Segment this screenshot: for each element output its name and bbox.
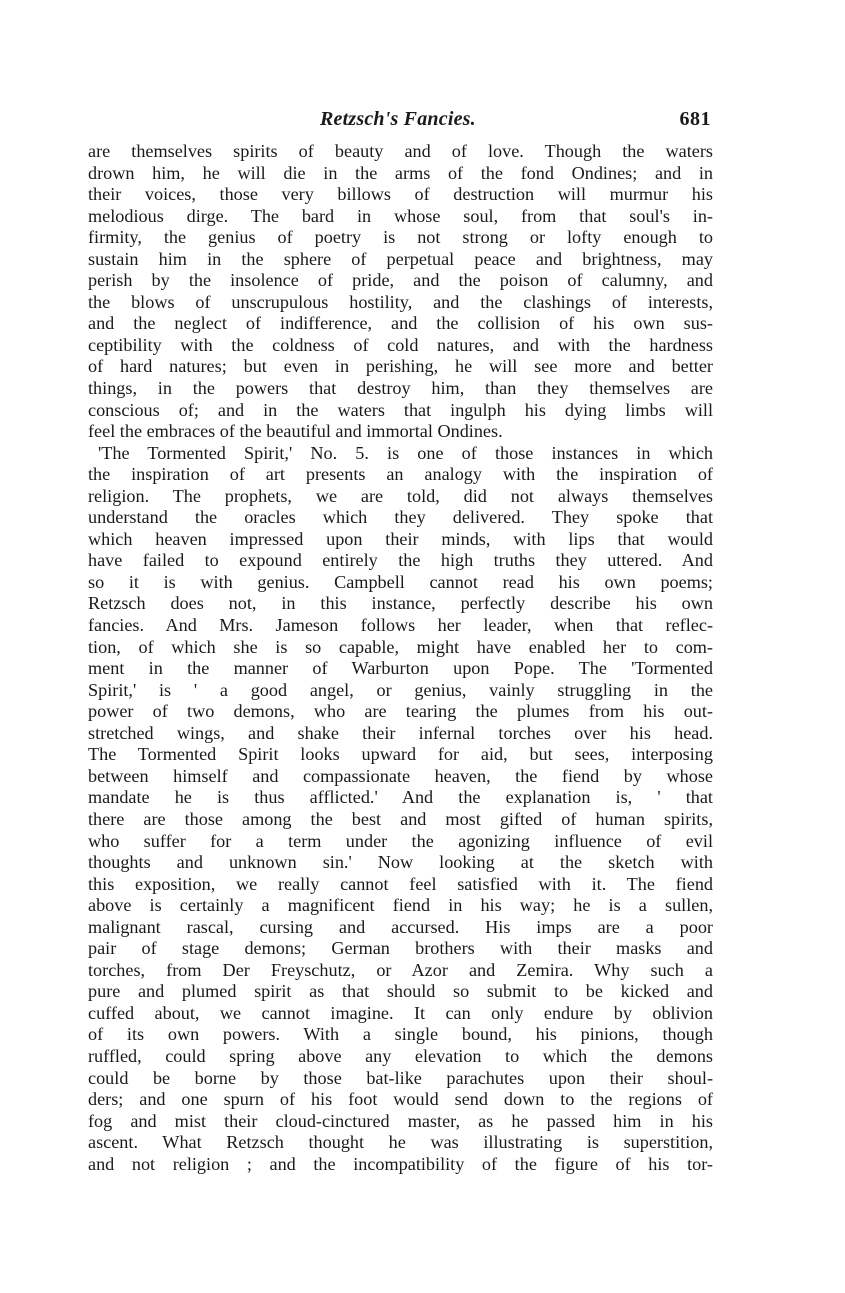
text-line: which heaven impressed upon their minds, with lips that would <box>88 528 713 549</box>
paragraph-first-line: 'The Tormented Spirit,' No. 5. is one of those instances in which <box>98 442 713 463</box>
text-line: torches, from Der Freyschutz, or Azor and Zemira. Why such a <box>88 959 713 980</box>
text-line: understand the oracles which they delivered. They spoke that <box>88 507 713 528</box>
text-line: firmity, the genius of poetry is not strong or lofty enough to <box>88 227 713 248</box>
text-line: stretched wings, and shake their infernal torches over his head. <box>88 722 713 743</box>
text-line: who suffer for a term under the agonizing influence of evil <box>88 830 713 851</box>
text-line: the inspiration of art presents an analogy with the inspiration of <box>88 464 713 485</box>
text-line: ders; and one spurn of his foot would send down to the regions of <box>88 1089 713 1110</box>
text-line: sustain him in the sphere of perpetual peace and brightness, may <box>88 248 713 269</box>
text-line: ascent. What Retzsch thought he was illustrating is superstition, <box>88 1132 713 1153</box>
text-line: have failed to expound entirely the high truths they uttered. And <box>88 550 713 571</box>
text-line: and not religion ; and the incompatibility of the figure of his tor- <box>88 1153 713 1174</box>
text-line: the blows of unscrupulous hostility, and the clashings of interests, <box>88 291 713 312</box>
text-line: mandate he is thus afflicted.' And the explanation is, ' that <box>88 787 713 808</box>
page-number: 681 <box>679 108 711 130</box>
text-line: melodious dirge. The bard in whose soul, from that soul's in- <box>88 205 713 226</box>
text-line: Spirit,' is ' a good angel, or genius, vainly struggling in the <box>88 679 713 700</box>
text-line: cuffed about, we cannot imagine. It can only endure by oblivion <box>88 1002 713 1023</box>
text-line: pair of stage demons; German brothers with their masks and <box>88 938 713 959</box>
text-line: there are those among the best and most gifted of human spirits, <box>88 808 713 829</box>
text-line: things, in the powers that destroy him, than they themselves are <box>88 378 713 399</box>
running-title: Retzsch's Fancies. <box>320 108 476 130</box>
text-line: so it is with genius. Campbell cannot read his own poems; <box>88 571 713 592</box>
text-line: could be borne by those bat-like parachutes upon their shoul- <box>88 1067 713 1088</box>
text-line: ruffled, could spring above any elevation to which the demons <box>88 1045 713 1066</box>
text-line: ceptibility with the coldness of cold natures, and with the hardness <box>88 334 713 355</box>
text-line: power of two demons, who are tearing the plumes from his out- <box>88 701 713 722</box>
text-line: malignant rascal, cursing and accursed. His imps are a poor <box>88 916 713 937</box>
text-line: conscious of; and in the waters that ingulph his dying limbs will <box>88 399 713 420</box>
text-line: drown him, he will die in the arms of the fond Ondines; and in <box>88 162 713 183</box>
text-line: religion. The prophets, we are told, did not always themselves <box>88 485 713 506</box>
text-line: thoughts and unknown sin.' Now looking at the sketch with <box>88 852 713 873</box>
text-line: Retzsch does not, in this instance, perfectly describe his own <box>88 593 713 614</box>
paragraph-last-line: feel the embraces of the beautiful and immortal Ondines. <box>88 421 503 442</box>
page-header <box>88 108 713 138</box>
text-line: and the neglect of indifference, and the collision of his own sus- <box>88 313 713 334</box>
text-line: tion, of which she is so capable, might have enabled her to com- <box>88 636 713 657</box>
text-line: of its own powers. With a single bound, his pinions, though <box>88 1024 713 1045</box>
text-line: fancies. And Mrs. Jameson follows her leader, when that reflec- <box>88 615 713 636</box>
text-line: this exposition, we really cannot feel satisfied with it. The fiend <box>88 873 713 894</box>
text-line: perish by the insolence of pride, and the poison of calumny, and <box>88 270 713 291</box>
text-line: are themselves spirits of beauty and of love. Though the waters <box>88 141 713 161</box>
body-text <box>88 141 713 1175</box>
text-line: their voices, those very billows of destruction will murmur his <box>88 184 713 205</box>
text-line: above is certainly a magnificent fiend in his way; he is a sullen, <box>88 895 713 916</box>
text-line: fog and mist their cloud-cinctured master, as he passed him in his <box>88 1110 713 1131</box>
text-line: between himself and compassionate heaven, the fiend by whose <box>88 765 713 786</box>
text-line: of hard natures; but even in perishing, he will see more and better <box>88 356 713 377</box>
text-line: ment in the manner of Warburton upon Pope. The 'Tormented <box>88 658 713 679</box>
text-line: The Tormented Spirit looks upward for aid, but sees, interposing <box>88 744 713 765</box>
text-line: pure and plumed spirit as that should so submit to be kicked and <box>88 981 713 1002</box>
